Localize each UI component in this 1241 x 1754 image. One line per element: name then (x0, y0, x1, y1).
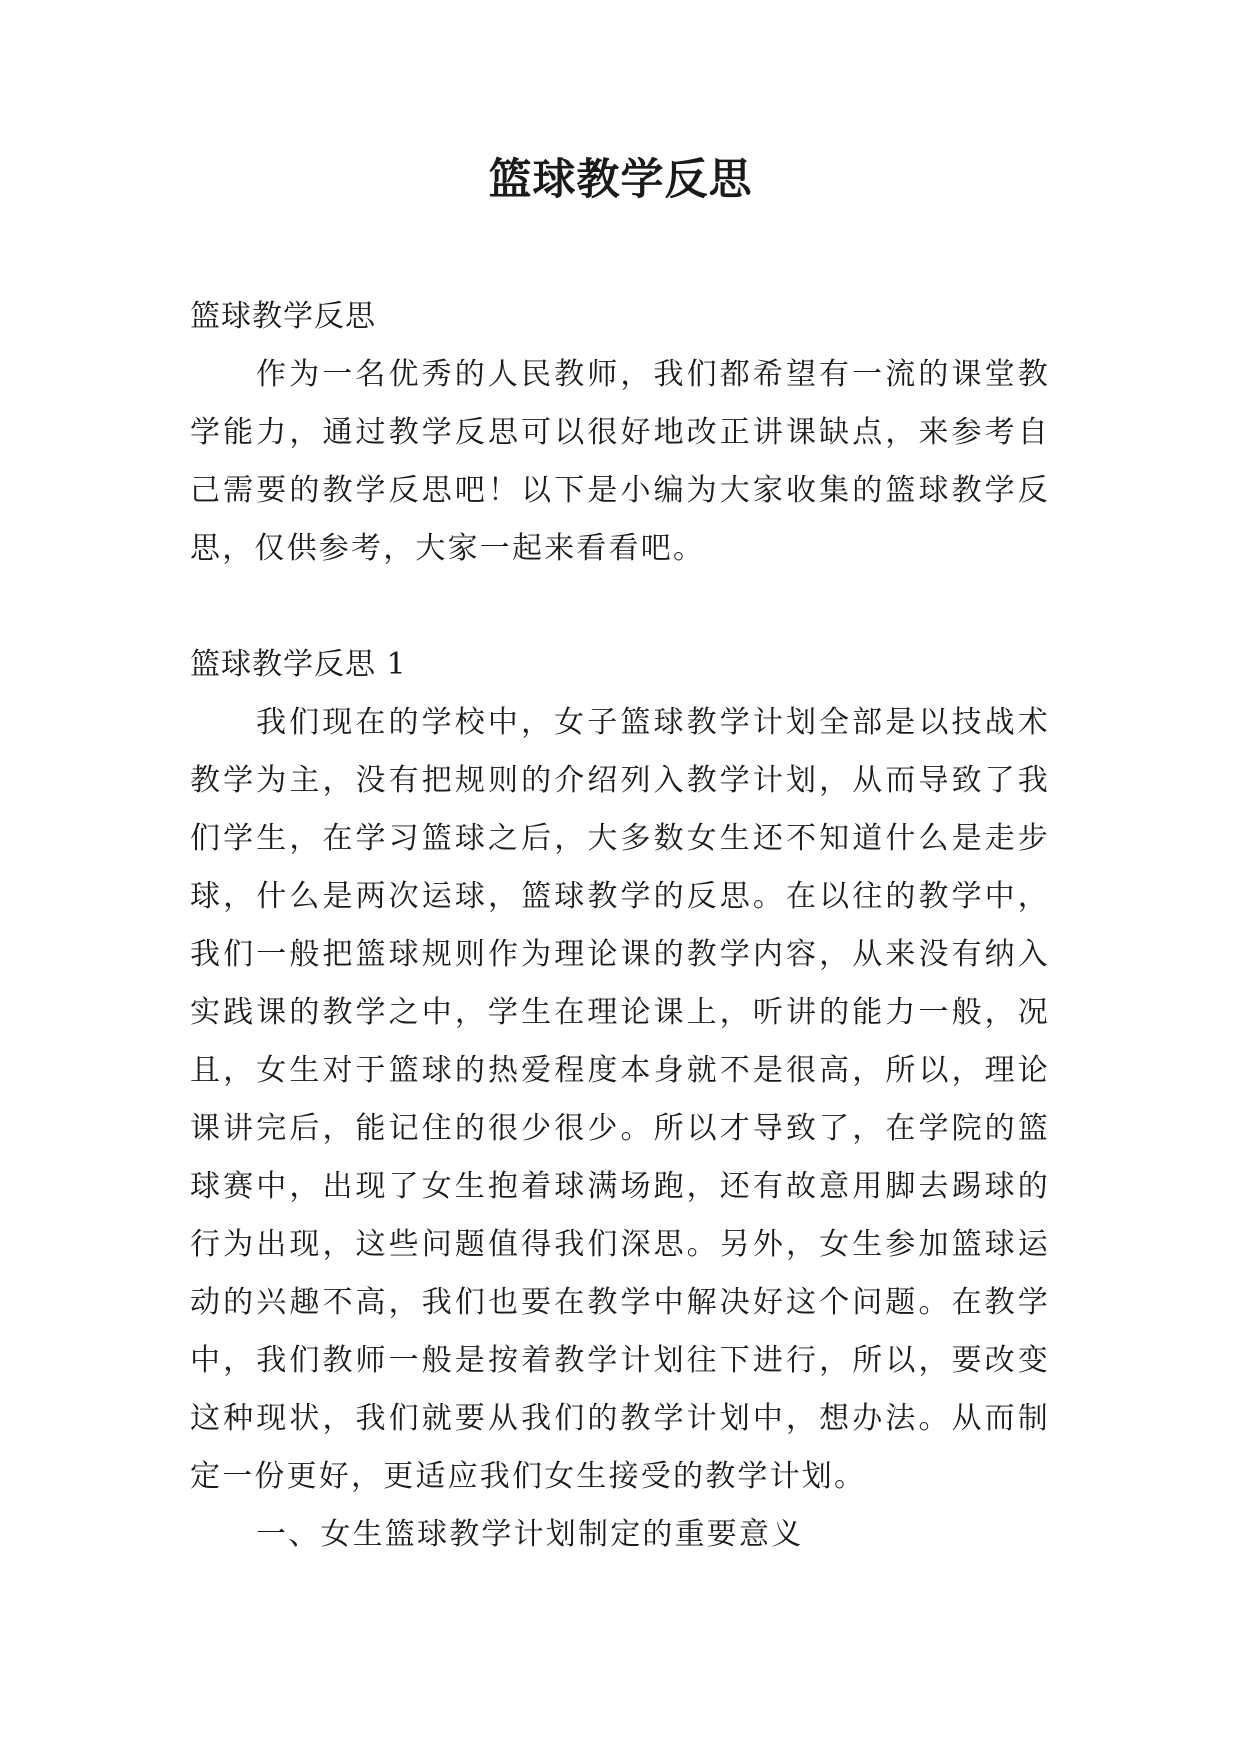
intro-paragraph: 作为一名优秀的人民教师，我们都希望有一流的课堂教学能力，通过教学反思可以很好地改正讲课缺点，来参考自己需要的教学反思吧！以下是小编为大家收集的篮球教学反思，仅供参考，大家一起来看看吧。 (190, 357, 1050, 566)
section-heading: 篮球教学反思 1 (190, 647, 407, 682)
document-title: 篮球教学反思 (488, 155, 753, 205)
section-point-heading: 一、女生篮球教学计划制定的重要意义 (256, 1517, 804, 1552)
blank-line (190, 578, 1050, 636)
section-paragraph: 我们现在的学校中，女子篮球教学计划全部是以技战术教学为主，没有把规则的介绍列入教学计划，从而导致了我们学生，在学习篮球之后，大多数女生还不知道什么是走步球，什么是两次运球，篮球教学的反思。在以往的教学中，我们一般把篮球规则作为理论课的教学内容，从来没有纳入实践课的教学之中，学生在理论课上，听讲的能力一般，况且，女生对于篮球的热爱程度本身就不是很高，所以，理论课讲完后，能记住的很少很少。所以才导致了，在学院的篮球赛中，出现了女生抱着球满场跑，还有故意用脚去踢球的行为出现，这些问题值得我们深思。另外，女生参加篮球运动的兴趣不高，我们也要在教学中解决好这个问题。在教学中，我们教师一般是按着教学计划往下进行，所以，要改变这种现状，我们就要从我们的教学计划中，想办法。从而制定一份更好，更适应我们女生接受的教学计划。 (190, 705, 1050, 1494)
document-body (190, 288, 1050, 1564)
document-subtitle: 篮球教学反思 (190, 299, 376, 334)
